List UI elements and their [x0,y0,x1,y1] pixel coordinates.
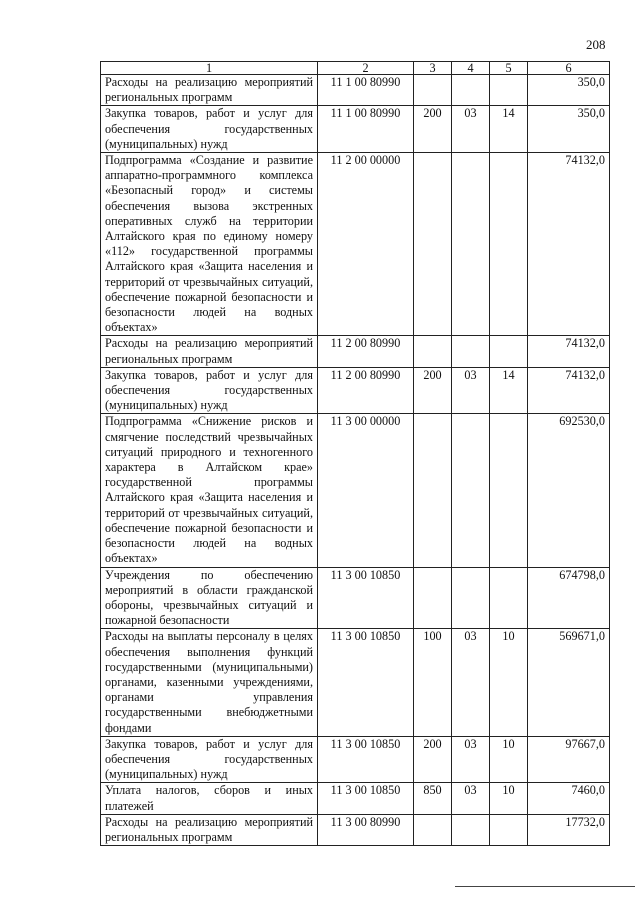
row-expense-type: 200 [414,367,452,414]
row-code: 11 2 00 00000 [318,153,414,336]
row-description: Уплата налогов, сборов и иных платежей [101,783,318,814]
row-amount: 692530,0 [528,414,610,567]
row-description: Закупка товаров, работ и услуг для обеспечения государственных (муниципальных) нужд [101,106,318,153]
row-amount: 74132,0 [528,336,610,367]
row-subsection [490,153,528,336]
row-subsection [490,567,528,629]
row-expense-type [414,153,452,336]
row-section: 03 [452,367,490,414]
row-expense-type: 100 [414,629,452,736]
row-subsection: 10 [490,736,528,783]
table-row [101,153,610,336]
page-number: 208 [586,37,606,52]
row-amount: 74132,0 [528,367,610,414]
row-section: 03 [452,736,490,783]
row-expense-type [414,567,452,629]
row-expense-type: 200 [414,106,452,153]
row-amount: 7460,0 [528,783,610,814]
row-subsection [490,336,528,367]
table-row [101,336,610,367]
table-row [101,567,610,629]
table-row [101,814,610,845]
row-section [452,75,490,106]
row-expense-type [414,336,452,367]
row-subsection [490,814,528,845]
row-section [452,336,490,367]
row-amount: 74132,0 [528,153,610,336]
column-header: 2 [318,62,414,75]
row-code: 11 3 00 10850 [318,629,414,736]
row-expense-type [414,814,452,845]
row-description: Закупка товаров, работ и услуг для обеспечения государственных (муниципальных) нужд [101,736,318,783]
row-section [452,567,490,629]
column-header: 3 [414,62,452,75]
row-section: 03 [452,783,490,814]
row-subsection [490,414,528,567]
table-row [101,629,610,736]
row-description: Подпрограмма «Снижение рисков и смягчение последствий чрезвычайных ситуаций природного и техногенного характера в Алтайском крае» государственной программы Алтайского края «Защита населения и территорий от чрезвычайных ситуаций, обеспечение пожарной безопасности и безопасности людей на водных объектах» [101,414,318,567]
row-expense-type [414,414,452,567]
row-expense-type: 850 [414,783,452,814]
row-description: Подпрограмма «Создание и развитие аппаратно-программного комплекса «Безопасный город» и системы обеспечения вызова экстренных оперативных служб на территории Алтайского края по единому номеру «112» государственной программы Алтайского края «Защита населения и территорий от чрезвычайных ситуаций, обеспечение пожарной безопасности и безопасности людей на водных объектах» [101,153,318,336]
row-amount: 569671,0 [528,629,610,736]
row-amount: 350,0 [528,75,610,106]
budget-table [100,61,610,846]
row-code: 11 3 00 10850 [318,567,414,629]
table-row [101,367,610,414]
row-code: 11 1 00 80990 [318,106,414,153]
row-expense-type: 200 [414,736,452,783]
row-description: Расходы на реализацию мероприятий региональных программ [101,75,318,106]
row-amount: 97667,0 [528,736,610,783]
row-subsection: 14 [490,367,528,414]
row-code: 11 2 00 80990 [318,336,414,367]
table-body [101,75,610,846]
row-subsection: 10 [490,783,528,814]
column-header: 1 [101,62,318,75]
row-section [452,153,490,336]
table-row [101,106,610,153]
row-amount: 17732,0 [528,814,610,845]
row-description: Учреждения по обеспечению мероприятий в области гражданской обороны, чрезвычайных ситуаций и пожарной безопасности [101,567,318,629]
row-code: 11 1 00 80990 [318,75,414,106]
table-row [101,783,610,814]
table-row [101,414,610,567]
row-expense-type [414,75,452,106]
column-header: 4 [452,62,490,75]
column-header: 6 [528,62,610,75]
row-amount: 674798,0 [528,567,610,629]
row-code: 11 3 00 80990 [318,814,414,845]
row-subsection: 10 [490,629,528,736]
row-code: 11 2 00 80990 [318,367,414,414]
row-description: Расходы на реализацию мероприятий региональных программ [101,814,318,845]
row-code: 11 3 00 10850 [318,736,414,783]
column-header: 5 [490,62,528,75]
row-section: 03 [452,629,490,736]
row-description: Расходы на выплаты персоналу в целях обеспечения выполнения функций государственными (муниципальными) органами, казенными учреждениями, органами управления государственными внебюджетными фондами [101,629,318,736]
row-amount: 350,0 [528,106,610,153]
row-section: 03 [452,106,490,153]
row-code: 11 3 00 10850 [318,783,414,814]
row-section [452,414,490,567]
row-subsection [490,75,528,106]
table-row [101,75,610,106]
table-row [101,736,610,783]
header-row [101,62,610,75]
row-description: Расходы на реализацию мероприятий региональных программ [101,336,318,367]
footer-line [455,886,635,887]
row-section [452,814,490,845]
row-subsection: 14 [490,106,528,153]
row-description: Закупка товаров, работ и услуг для обеспечения государственных (муниципальных) нужд [101,367,318,414]
row-code: 11 3 00 00000 [318,414,414,567]
